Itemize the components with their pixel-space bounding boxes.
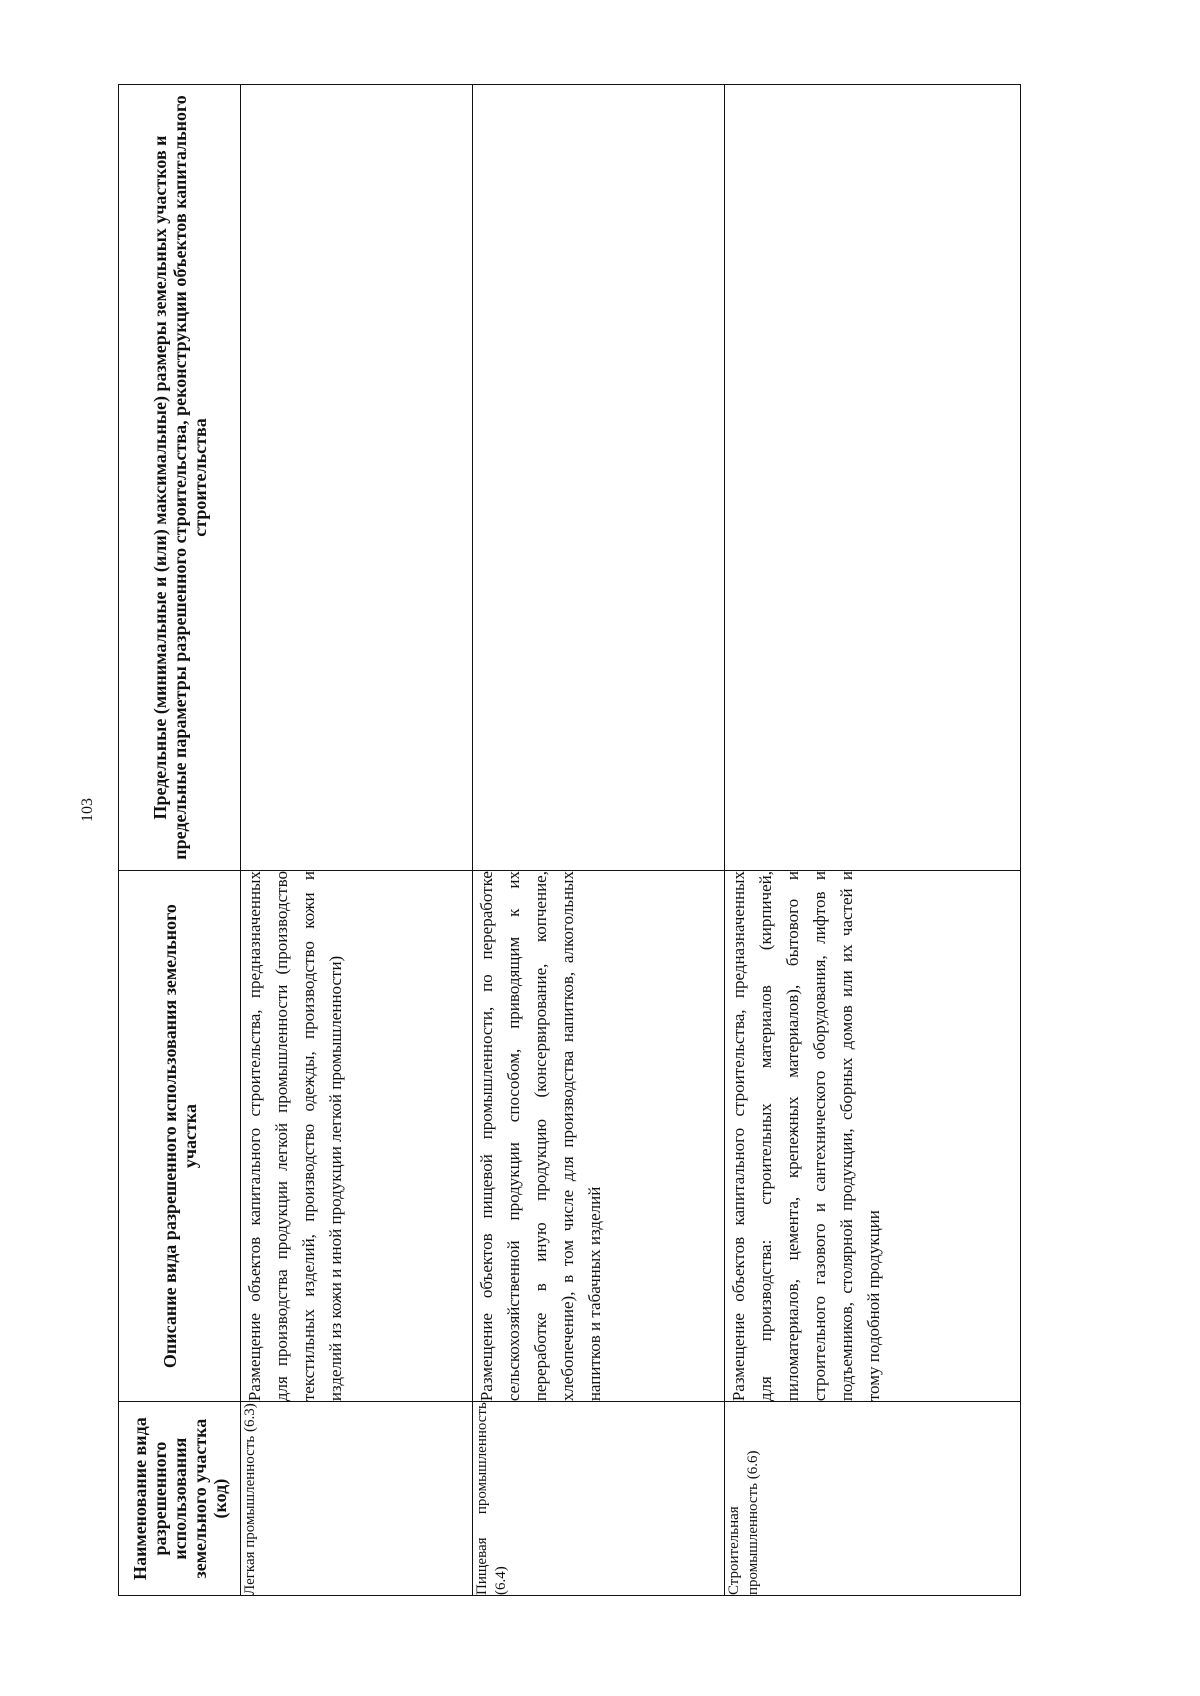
land-use-description: Размещение объектов пищевой промышленности, по переработке сельскохозяйственной продукции способом, приводящим к их переработке в иную продукцию (консервирование, копчение, хлебопечение), в том числе для производства напитков, алкогольных напитков и табачных изделий [473, 871, 725, 1402]
table-row [725, 85, 1021, 1596]
rotated-table-sheet [118, 84, 1124, 1596]
land-use-table [118, 84, 1021, 1596]
land-use-name: Строительная промышленность (6.6) [726, 1450, 761, 1595]
page-number: 103 [79, 798, 96, 822]
land-use-name-cell [725, 1402, 1021, 1596]
land-use-name: Легкая промышленность (6.3) [242, 1403, 258, 1595]
land-use-name: Пищевая промышленность (6.4) [474, 1402, 509, 1595]
land-use-description: Размещение объектов капитального строительства, предназначенных для производства продукции легкой промышленности (производство текстильных изделий, производство одежды, производство кожи и изделий из кожи и иной продукции легкой промышленности) [241, 871, 473, 1402]
limit-parameters-cell [241, 85, 473, 871]
land-use-name-cell [241, 1402, 473, 1596]
land-use-name-cell [473, 1402, 725, 1596]
header-land-use-name: Наименование вида разрешенного использования земельного участка (код) [119, 1402, 241, 1596]
table-row [241, 85, 473, 1596]
table-row [473, 85, 725, 1596]
limit-parameters-cell [725, 85, 1021, 871]
land-use-description: Размещение объектов капитального строительства, предназначенных для производства: строительных материалов (кирпичей, пиломатериалов, цемента, крепежных материалов), бытового и строительного газового и сантехнического оборудования, лифтов и подъемников, столярной продукции, сборных домов или их частей и тому подобной продукции [725, 871, 1021, 1402]
header-limit-parameters: Предельные (минимальные и (или) максимальные) размеры земельных участков и предельные параметры разрешенного строительства, реконструкции объектов капитального строительства [119, 85, 241, 871]
table-header-row [119, 85, 241, 1596]
header-land-use-description: Описание вида разрешенного использования земельного участка [119, 871, 241, 1402]
limit-parameters-cell [473, 85, 725, 871]
